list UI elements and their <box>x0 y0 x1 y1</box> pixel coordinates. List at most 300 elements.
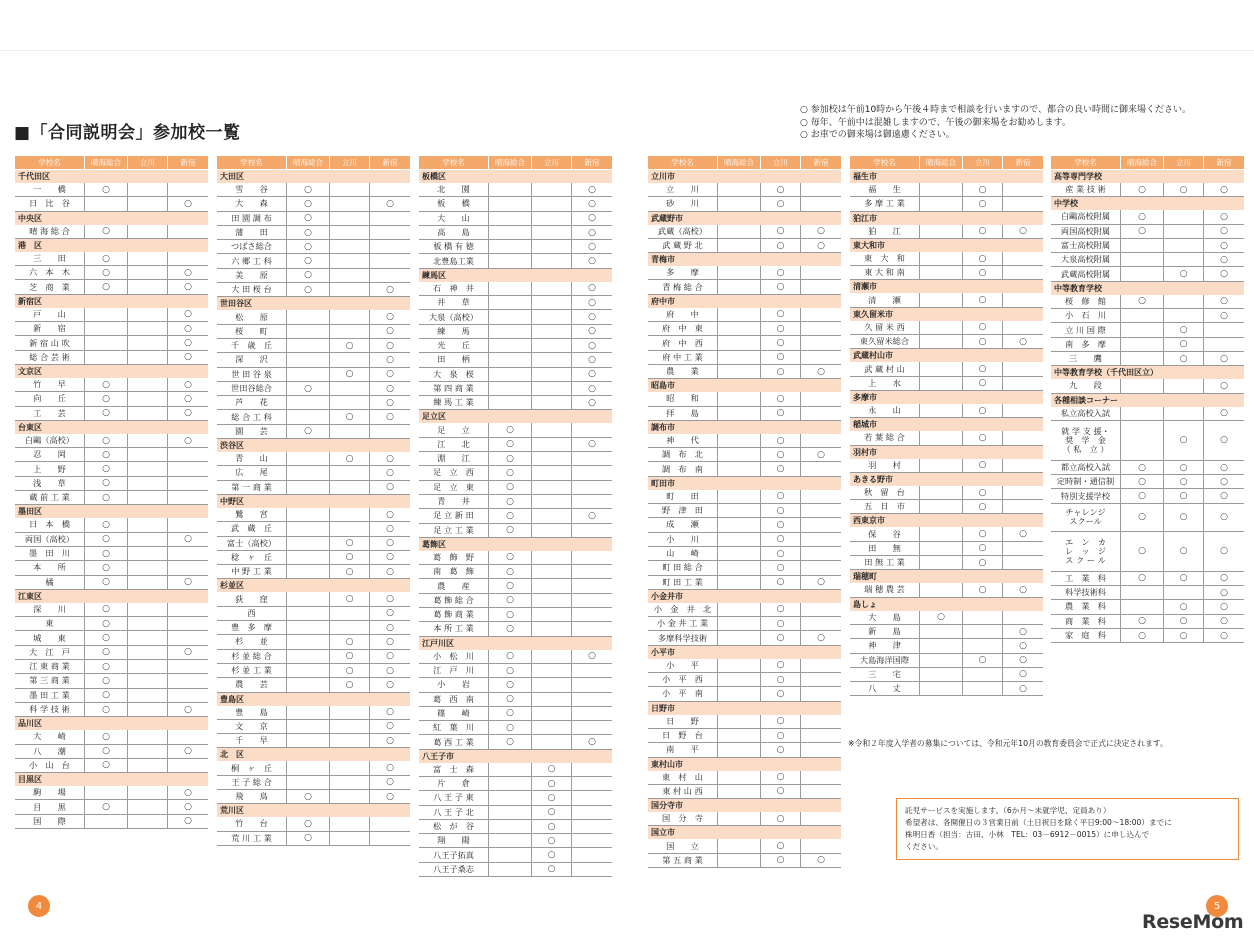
table-row <box>648 434 841 448</box>
school-name: 六 本 木 <box>15 266 85 279</box>
attendance-mark <box>920 583 963 596</box>
school-name: 田 無 <box>850 542 920 555</box>
attendance-mark: ○ <box>963 583 1003 596</box>
attendance-mark <box>532 495 572 508</box>
school-name: 小 石 川 <box>1051 309 1121 322</box>
attendance-mark: ○ <box>386 707 394 718</box>
table-row <box>1051 352 1244 366</box>
attendance-mark: ○ <box>963 542 1003 555</box>
area-header: 世田谷区 <box>217 297 410 310</box>
attendance-mark: ○ <box>184 435 192 446</box>
attendance-mark <box>287 522 330 535</box>
school-column <box>15 156 208 829</box>
attendance-mark: ○ <box>386 482 394 493</box>
table-row <box>419 481 612 495</box>
attendance-mark <box>801 308 841 321</box>
table-row <box>648 183 841 197</box>
attendance-mark: ○ <box>85 547 128 560</box>
attendance-mark: ○ <box>1019 529 1027 540</box>
table-row <box>15 617 208 631</box>
attendance-mark <box>168 477 208 490</box>
header-cell: 晴海総合 <box>85 156 128 169</box>
attendance-mark: ○ <box>1121 475 1164 488</box>
table-row <box>648 561 841 575</box>
attendance-mark <box>128 280 168 293</box>
attendance-mark <box>718 308 761 321</box>
attendance-mark <box>572 777 612 790</box>
school-name: 江 東 商 業 <box>15 660 85 673</box>
attendance-mark: ○ <box>386 340 394 351</box>
table-row <box>15 351 208 365</box>
attendance-mark <box>287 466 330 479</box>
attendance-mark: ○ <box>588 256 596 267</box>
attendance-mark <box>801 715 841 728</box>
school-name: 深 川 <box>15 603 85 616</box>
attendance-mark: ○ <box>85 561 128 574</box>
table-row <box>1051 239 1244 253</box>
attendance-mark: ○ <box>489 594 532 607</box>
attendance-mark <box>287 650 330 663</box>
attendance-mark: ○ <box>330 368 370 381</box>
attendance-mark: ○ <box>963 183 1003 196</box>
attendance-mark <box>572 834 612 847</box>
table-row <box>850 225 1043 239</box>
attendance-mark <box>128 800 168 813</box>
table-row <box>15 603 208 617</box>
attendance-mark <box>1164 225 1204 238</box>
attendance-mark: ○ <box>85 378 128 391</box>
attendance-mark <box>287 508 330 521</box>
area-header: 国立市 <box>648 826 841 839</box>
attendance-mark <box>489 777 532 790</box>
attendance-mark: ○ <box>1220 616 1228 627</box>
school-name: 青 井 <box>419 495 489 508</box>
attendance-mark <box>572 721 612 734</box>
attendance-mark: ○ <box>963 225 1003 238</box>
childcare-notice <box>896 798 1239 860</box>
attendance-mark <box>920 639 963 652</box>
school-name: 雪 谷 <box>217 183 287 196</box>
table-header <box>15 156 208 169</box>
table-row <box>419 353 612 367</box>
attendance-mark: ○ <box>532 820 572 833</box>
attendance-mark <box>330 832 370 845</box>
attendance-mark: ○ <box>963 321 1003 334</box>
school-name: 足 立 西 <box>419 466 489 479</box>
school-name: 武蔵高校附属 <box>1051 267 1121 280</box>
school-name: 両国高校附属 <box>1051 225 1121 238</box>
attendance-mark: ○ <box>330 635 370 648</box>
attendance-mark <box>128 336 168 349</box>
school-name: 田 園 調 布 <box>217 212 287 225</box>
attendance-mark: ○ <box>489 678 532 691</box>
attendance-mark <box>489 240 532 253</box>
attendance-mark <box>718 322 761 335</box>
attendance-mark <box>718 673 761 686</box>
attendance-mark <box>1121 267 1164 280</box>
attendance-mark: ○ <box>386 397 394 408</box>
attendance-mark: ○ <box>761 771 801 784</box>
attendance-mark: ○ <box>761 336 801 349</box>
attendance-mark <box>963 625 1003 638</box>
table-row <box>648 308 841 322</box>
school-name: 千 早 <box>217 734 287 747</box>
table-row <box>648 266 841 280</box>
table-row <box>648 603 841 617</box>
attendance-mark: ○ <box>1220 546 1228 557</box>
attendance-mark: ○ <box>532 863 572 876</box>
table-row <box>648 448 841 462</box>
table-row <box>217 592 410 606</box>
table-row <box>217 353 410 367</box>
attendance-mark: ○ <box>489 579 532 592</box>
area-header: 国分寺市 <box>648 799 841 812</box>
school-name: 八王子桑志 <box>419 863 489 876</box>
table-row <box>217 410 410 424</box>
attendance-mark <box>801 839 841 852</box>
attendance-mark <box>489 848 532 861</box>
school-name: 東 村 山 西 <box>648 785 718 798</box>
school-name: 町 田 <box>648 490 718 503</box>
area-header: 青梅市 <box>648 253 841 266</box>
attendance-mark <box>532 650 572 663</box>
school-name: 園 芸 <box>217 425 287 438</box>
attendance-mark <box>85 815 128 828</box>
school-name: 農 産 <box>419 579 489 592</box>
table-row <box>648 854 841 868</box>
table-row <box>648 631 841 645</box>
attendance-mark <box>287 368 330 381</box>
school-name: 淵 江 <box>419 452 489 465</box>
area-header: 港 区 <box>15 239 208 252</box>
attendance-mark: ○ <box>1220 269 1228 280</box>
attendance-mark <box>287 481 330 494</box>
attendance-mark <box>572 693 612 706</box>
attendance-mark: ○ <box>489 565 532 578</box>
attendance-mark <box>330 310 370 323</box>
attendance-mark <box>330 706 370 719</box>
attendance-mark: ○ <box>1121 615 1164 628</box>
attendance-mark <box>532 197 572 210</box>
table-row <box>1051 586 1244 600</box>
table-row <box>15 533 208 547</box>
attendance-mark: ○ <box>761 518 801 531</box>
school-name: 町 田 工 業 <box>648 576 718 589</box>
attendance-mark: ○ <box>761 547 801 560</box>
school-name: 国 際 <box>15 815 85 828</box>
header-cell: 学校名 <box>850 156 920 169</box>
attendance-mark <box>963 611 1003 624</box>
header-cell: 新宿 <box>382 158 398 167</box>
school-name: 八 王 子 東 <box>419 791 489 804</box>
school-name: 西 <box>217 607 287 620</box>
school-name: 日 野 <box>648 715 718 728</box>
area-header: 西東京市 <box>850 514 1043 527</box>
attendance-mark: ○ <box>85 759 128 772</box>
table-row <box>850 625 1043 639</box>
school-name: 武 蔵 丘 <box>217 522 287 535</box>
area-header: 調布市 <box>648 421 841 434</box>
table-row <box>648 322 841 336</box>
school-column <box>648 156 841 868</box>
school-column <box>850 156 1043 696</box>
attendance-mark <box>168 730 208 743</box>
attendance-mark: ○ <box>489 721 532 734</box>
attendance-mark <box>168 660 208 673</box>
school-name: 立 川 国 際 <box>1051 323 1121 336</box>
attendance-mark: ○ <box>1121 532 1164 571</box>
attendance-mark <box>128 547 168 560</box>
school-name: 小 川 <box>648 533 718 546</box>
attendance-mark <box>920 431 963 444</box>
table-row <box>15 336 208 350</box>
attendance-mark <box>128 646 168 659</box>
school-name: 紅 葉 川 <box>419 721 489 734</box>
attendance-mark <box>718 266 761 279</box>
school-name: 第 五 商 業 <box>648 854 718 867</box>
school-name: 小 平 <box>648 659 718 672</box>
attendance-mark <box>330 183 370 196</box>
attendance-mark: ○ <box>963 377 1003 390</box>
table-row <box>1051 183 1244 197</box>
attendance-mark <box>287 761 330 774</box>
table-row <box>15 547 208 561</box>
school-name: 神 代 <box>648 434 718 447</box>
attendance-mark <box>532 594 572 607</box>
table-row <box>217 283 410 297</box>
table-row <box>15 197 208 211</box>
table-row <box>15 378 208 392</box>
area-header: 稲城市 <box>850 418 1043 431</box>
area-header: 日野市 <box>648 702 841 715</box>
area-header: 東久留米市 <box>850 308 1043 321</box>
school-name: 墨 田 工 業 <box>15 689 85 702</box>
table-row <box>648 225 841 239</box>
school-name: 私立高校入試 <box>1051 407 1121 420</box>
school-name: 大 田 桜 台 <box>217 283 287 296</box>
attendance-mark: ○ <box>532 806 572 819</box>
table-row <box>648 504 841 518</box>
attendance-mark <box>572 848 612 861</box>
attendance-mark <box>532 212 572 225</box>
attendance-mark <box>532 438 572 451</box>
attendance-mark: ○ <box>588 184 596 195</box>
attendance-mark <box>801 812 841 825</box>
attendance-mark <box>801 434 841 447</box>
table-row <box>217 368 410 382</box>
school-name: 杉 並 工 業 <box>217 664 287 677</box>
attendance-mark: ○ <box>184 534 192 545</box>
attendance-mark: ○ <box>330 678 370 691</box>
table-row <box>15 434 208 448</box>
table-row <box>217 197 410 211</box>
school-name: 科学技術科 <box>1051 586 1121 599</box>
attendance-mark <box>1003 459 1043 472</box>
attendance-mark: ○ <box>85 462 128 475</box>
school-name: 芝 商 業 <box>15 280 85 293</box>
table-row <box>15 518 208 532</box>
attendance-mark: ○ <box>386 594 394 605</box>
attendance-mark: ○ <box>184 802 192 813</box>
attendance-mark <box>128 730 168 743</box>
attendance-mark: ○ <box>1019 669 1027 680</box>
attendance-mark: ○ <box>330 592 370 605</box>
attendance-mark <box>128 533 168 546</box>
attendance-mark: ○ <box>1220 476 1228 487</box>
attendance-mark: ○ <box>184 408 192 419</box>
school-name: 蒲 田 <box>217 226 287 239</box>
school-name: 千 歳 丘 <box>217 339 287 352</box>
attendance-mark: ○ <box>184 323 192 334</box>
table-row <box>850 252 1043 266</box>
attendance-mark <box>85 786 128 799</box>
table-row <box>1051 323 1244 337</box>
attendance-mark: ○ <box>386 538 394 549</box>
attendance-mark <box>801 729 841 742</box>
table-row <box>15 322 208 336</box>
attendance-mark <box>287 551 330 564</box>
table-row <box>217 551 410 565</box>
attendance-mark <box>330 776 370 789</box>
table-row <box>419 664 612 678</box>
attendance-mark <box>572 678 612 691</box>
school-name: 小 金 井 工 業 <box>648 617 718 630</box>
attendance-mark: ○ <box>386 763 394 774</box>
attendance-mark <box>128 308 168 321</box>
attendance-mark: ○ <box>761 225 801 238</box>
attendance-mark: ○ <box>1220 630 1228 641</box>
attendance-mark: ○ <box>761 280 801 293</box>
attendance-mark: ○ <box>1220 296 1228 307</box>
table-row <box>1051 615 1244 629</box>
attendance-mark <box>287 310 330 323</box>
attendance-mark: ○ <box>761 561 801 574</box>
table-row <box>648 533 841 547</box>
attendance-mark <box>128 266 168 279</box>
attendance-mark: ○ <box>386 566 394 577</box>
attendance-mark: ○ <box>85 745 128 758</box>
attendance-mark <box>572 495 612 508</box>
table-row <box>15 689 208 703</box>
attendance-mark <box>128 407 168 420</box>
school-name: 五 日 市 <box>850 500 920 513</box>
attendance-mark <box>330 226 370 239</box>
attendance-mark: ○ <box>817 226 825 237</box>
attendance-mark <box>532 226 572 239</box>
table-row <box>648 576 841 590</box>
attendance-mark <box>718 462 761 475</box>
table-row <box>648 659 841 673</box>
attendance-mark <box>489 325 532 338</box>
school-name: 産 業 技 術 <box>1051 183 1121 196</box>
attendance-mark <box>801 687 841 700</box>
attendance-mark: ○ <box>1220 601 1228 612</box>
school-name: 狛 江 <box>850 225 920 238</box>
attendance-mark <box>1003 542 1043 555</box>
note-item: ○ お車での御来場は御遠慮ください。 <box>800 130 955 140</box>
attendance-mark <box>963 682 1003 695</box>
school-name: 日 比 谷 <box>15 197 85 210</box>
table-row <box>648 785 841 799</box>
attendance-mark <box>1164 210 1204 223</box>
school-name: 葛 西 南 <box>419 693 489 706</box>
school-name: 板 橋 有 徳 <box>419 240 489 253</box>
school-name: 清 瀬 <box>850 293 920 306</box>
school-name: 大泉（高校） <box>419 310 489 323</box>
table-row <box>419 848 612 862</box>
table-row <box>850 197 1043 211</box>
attendance-mark <box>1164 239 1204 252</box>
attendance-mark <box>489 763 532 776</box>
attendance-mark: ○ <box>85 225 128 238</box>
area-header: 島しょ <box>850 598 1043 611</box>
school-name: 調 布 北 <box>648 448 718 461</box>
attendance-mark <box>287 325 330 338</box>
page-number-left: 4 <box>28 895 50 917</box>
table-row <box>648 617 841 631</box>
attendance-mark: ○ <box>1121 210 1164 223</box>
school-name: 本 所 工 業 <box>419 622 489 635</box>
table-row <box>217 790 410 804</box>
attendance-mark <box>572 791 612 804</box>
table-row <box>217 817 410 831</box>
attendance-mark <box>532 296 572 309</box>
attendance-mark <box>532 240 572 253</box>
attendance-mark: ○ <box>1220 408 1228 419</box>
attendance-mark <box>489 212 532 225</box>
attendance-mark: ○ <box>386 383 394 394</box>
table-row <box>648 729 841 743</box>
school-name: 若 葉 総 合 <box>850 431 920 444</box>
attendance-mark: ○ <box>489 622 532 635</box>
area-header: あきる野市 <box>850 473 1043 486</box>
attendance-mark <box>920 459 963 472</box>
attendance-mark <box>532 339 572 352</box>
table-row <box>419 325 612 339</box>
attendance-mark: ○ <box>386 312 394 323</box>
attendance-mark: ○ <box>588 340 596 351</box>
table-row <box>648 490 841 504</box>
attendance-mark: ○ <box>761 490 801 503</box>
table-row <box>1051 295 1244 309</box>
attendance-mark: ○ <box>532 763 572 776</box>
attendance-mark: ○ <box>963 362 1003 375</box>
attendance-mark <box>128 759 168 772</box>
school-name: 美 原 <box>217 269 287 282</box>
attendance-mark: ○ <box>1220 573 1228 584</box>
attendance-mark: ○ <box>1164 323 1204 336</box>
school-name: つばさ総合 <box>217 240 287 253</box>
attendance-mark: ○ <box>761 448 801 461</box>
attendance-mark: ○ <box>184 267 192 278</box>
attendance-mark: ○ <box>386 523 394 534</box>
attendance-mark: ○ <box>588 651 596 662</box>
attendance-mark: ○ <box>85 448 128 461</box>
attendance-mark: ○ <box>489 650 532 663</box>
attendance-mark <box>572 565 612 578</box>
attendance-mark: ○ <box>532 848 572 861</box>
attendance-mark: ○ <box>761 743 801 756</box>
table-row <box>217 425 410 439</box>
attendance-mark: ○ <box>761 839 801 852</box>
attendance-mark: ○ <box>588 227 596 238</box>
header-cell: 新宿 <box>584 158 600 167</box>
school-name: 富 士 森 <box>419 763 489 776</box>
table-row <box>419 678 612 692</box>
header-cell: 学校名 <box>419 156 489 169</box>
attendance-mark: ○ <box>963 266 1003 279</box>
attendance-mark: ○ <box>287 382 330 395</box>
